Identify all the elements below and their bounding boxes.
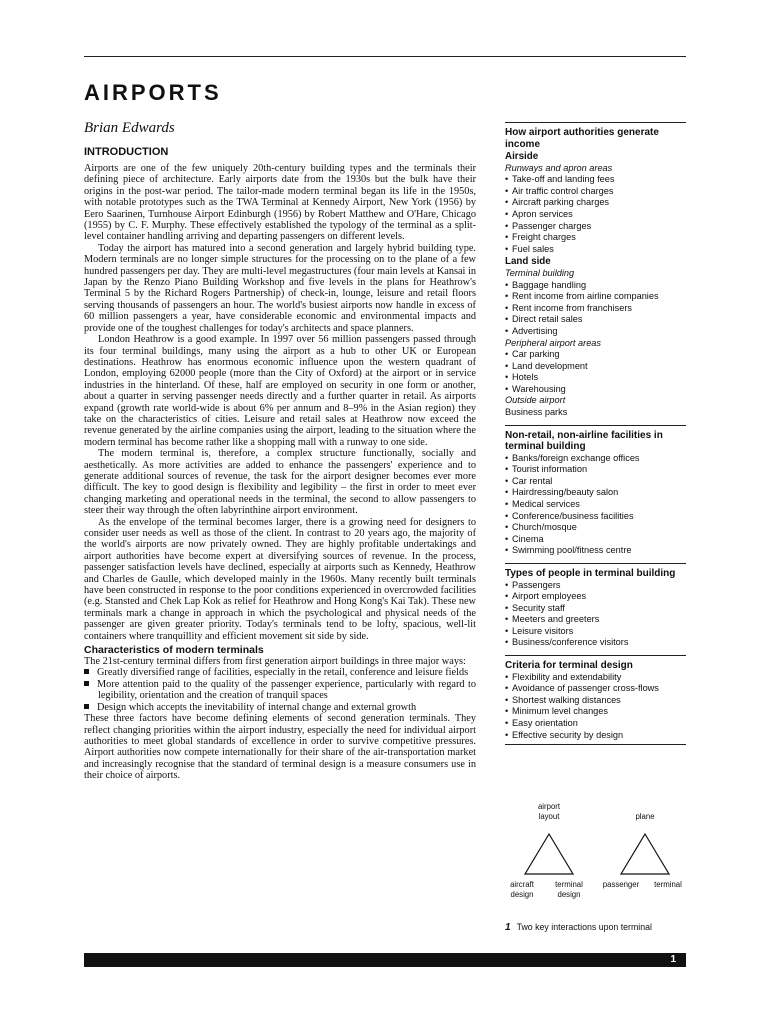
- list-item: • Take-off and landing fees: [505, 174, 686, 186]
- list-item: • Banks/foreign exchange offices: [505, 453, 686, 465]
- box-title: Non-retail, non-airline facilities in terminal building: [505, 429, 663, 453]
- list-item: • Airport employees: [505, 591, 686, 603]
- characteristics-intro: The 21st-century terminal differs from first generation airport buildings in three major ways:: [84, 656, 466, 668]
- diagram-label: plane: [635, 812, 655, 821]
- list-item: • Cinema: [505, 534, 686, 546]
- list-item: • Avoidance of passenger cross-flows: [505, 683, 686, 695]
- list-item: • Aircraft parking charges: [505, 197, 686, 209]
- list-item: • Leisure visitors: [505, 626, 686, 638]
- list-item: • Swimming pool/fitness centre: [505, 545, 686, 557]
- criteria-box: [505, 655, 686, 745]
- list-item: • Rent income from airline companies: [505, 291, 686, 303]
- page-title: AIRPORTS: [84, 80, 222, 105]
- list-item: • Hotels: [505, 372, 686, 384]
- right-triangle-icon: [621, 834, 669, 874]
- box-title: Types of people in terminal building: [505, 568, 676, 579]
- square-bullet-icon: [84, 704, 89, 709]
- top-rule: [84, 56, 686, 57]
- list-item: • Baggage handling: [505, 280, 686, 292]
- list-item: • Land development: [505, 361, 686, 373]
- box-title: Criteria for terminal design: [505, 660, 633, 672]
- list-item: • Shortest walking distances: [505, 695, 686, 707]
- subheading-italic: Terminal building: [505, 267, 575, 278]
- subheading-italic: Peripheral airport areas: [505, 337, 602, 348]
- paragraph: London Heathrow is a good example. In 1997 over 56 million passengers passed through its four terminal buildings, many using the airport as a hub to other UK or European destinations. Heathrow has enormous economic influence upon the western quadrant of London, employing 62000 people (more than the City of Oxford) at the airport or in service industries in the hinterland. Of these, half are employed on security in one form or another, about a quarter in serving passenger needs directly and a further quarter in retail. As airports expand (growth rate world-wide is about 6% per annum and 8–9% in the Asian region) they take on the characteristics of cities. Leisure and retail sales at Heathrow now exceed the revenue generated by the airline companies using the airport, leading to the situation where the modern terminal has become rather like a shopping mall with a runway to one side.: [84, 334, 476, 448]
- list: [505, 280, 686, 338]
- caption-number: 1: [505, 922, 511, 933]
- list-item: • Flexibility and extendability: [505, 672, 686, 684]
- paragraph: Airports are one of the few uniquely 20th-century building types and the terminals their defining piece of architecture. Early airports date from the 1930s but the bulk have their origins in the post-war period. The tailor-made modern terminal began its life in the 1950s, with notable prototypes such as the TWA Terminal at Kennedy Airport, New York (1956) by Eero Saarinen, Turnhouse Airport Edinburgh (1956) by Robert Matthew and O'Hare, Chicago (1955) by C. F. Murphy. These effectively established the typology of the terminal as a split-level container handling arriving and departing passengers on different levels.: [84, 163, 476, 243]
- plain-item: Business parks: [505, 407, 568, 418]
- list-item: • Passengers: [505, 580, 686, 592]
- list: [505, 349, 686, 395]
- list-item: • Fuel sales: [505, 244, 686, 256]
- subheading-italic: Outside airport: [505, 395, 566, 406]
- list-item: • Rent income from franchisers: [505, 303, 686, 315]
- list-item: • Passenger charges: [505, 221, 686, 233]
- list-item: • Security staff: [505, 603, 686, 615]
- characteristics-outro: These three factors have become defining elements of second generation terminals. They reflect changing priorities within the airport industry, especially the need for individual airport authorities to meet global standards of excellence in order to survive competitive pressures. Airport authorities now compete internationally for their share of the air-transportation market and increasingly recognise that the standard of terminal design is a measure consumers use in their choice of airports.: [84, 713, 476, 782]
- paragraph: Today the airport has matured into a second generation and largely hybrid building type. Modern terminals are no longer simple structures for the processing on to the plane of a few hundred passengers per day. They are multi-level megastructures (four main levels at Kansai in Japan by the Renzo Piano Building Workshop and five levels in the plans for Heathrow's Terminal 5 by the Richard Rogers Partnership) of check-in, lounge, leisure and retail floors serving thousands of passengers an hour. The world's busiest airports now handle in excess of 60 million passengers a year, have considerable economic and environmental impacts and provide one of the toughest challenges for today's architects and space planners.: [84, 242, 477, 334]
- list-item: • Freight charges: [505, 232, 686, 244]
- list-item: • Car parking: [505, 349, 686, 361]
- list-item: • Medical services: [505, 499, 686, 511]
- paragraph: The modern terminal is, therefore, a complex structure functionally, socially and aesthetically. As more activities are added to enhance the passengers' experience and to generate additional sources of revenue, the task for the airport designer becomes ever more difficult. The key to good design is flexibility and legibility – the first in order to meet ever changing marketing and operational needs in the terminal, the second to allow passengers to steer their way through the often labyrinthine airport environment.: [84, 448, 476, 517]
- subheading: Land side: [505, 256, 551, 268]
- page-number: 1: [670, 954, 676, 965]
- list-item: • Direct retail sales: [505, 314, 686, 326]
- square-bullet-icon: [84, 681, 89, 686]
- list-item: • Warehousing: [505, 384, 686, 396]
- list-item: • Conference/business facilities: [505, 511, 686, 523]
- characteristics-list: [84, 667, 476, 713]
- diagram-label: terminal: [654, 880, 682, 889]
- diagram-label: terminal design: [555, 880, 583, 899]
- list-item: • Business/conference visitors: [505, 637, 686, 649]
- list-item: • Air traffic control charges: [505, 186, 686, 198]
- characteristics-heading: Characteristics of modern terminals: [84, 644, 264, 657]
- footer-bar: [84, 953, 686, 967]
- list-item: Greatly diversified range of facilities, especially in the retail, conference and leisure fields: [84, 667, 476, 678]
- list-item: • Car rental: [505, 476, 686, 488]
- figure-caption: [505, 922, 695, 933]
- income-box: [505, 122, 686, 419]
- list: [505, 174, 686, 255]
- list-item: • Church/mosque: [505, 522, 686, 534]
- list: [505, 672, 686, 742]
- list-item: • Minimum level changes: [505, 706, 686, 718]
- interaction-diagram: [505, 800, 686, 908]
- intro-heading: INTRODUCTION: [84, 146, 169, 158]
- list-item: • Meeters and greeters: [505, 614, 686, 626]
- list-item: Design which accepts the inevitability of internal change and external growth: [84, 702, 476, 713]
- list-item: • Easy orientation: [505, 718, 686, 730]
- list-item: • Effective security by design: [505, 730, 686, 742]
- list-item: • Apron services: [505, 209, 686, 221]
- list-item: • Advertising: [505, 326, 686, 338]
- list-item: • Hairdressing/beauty salon: [505, 487, 686, 499]
- caption-text: Two key interactions upon terminal: [516, 922, 653, 932]
- list: [505, 580, 686, 650]
- subheading-italic: Runways and apron areas: [505, 162, 613, 173]
- nonretail-box: [505, 425, 686, 557]
- people-box: [505, 563, 686, 649]
- left-triangle-icon: [525, 834, 573, 874]
- diagram-label: aircraft design: [510, 880, 534, 899]
- subheading: Airside: [505, 151, 539, 162]
- paragraph: As the envelope of the terminal becomes larger, there is a growing need for designers to consider user needs as well as those of the client. In contrast to 20 years ago, the majority of the world's airports are now privately owned. They are highly profitable undertakings and airport authorities have become expert at diversifying sources of revenue. In the process, passenger satisfaction levels have declined, especially at airports such as Kennedy, Heathrow and Charles de Gaulle, which developed mainly in the 1960s. Many recently built terminals have been constructed in response to the poor conditions experienced in overcrowded facilities (e.g. Stansted and Chek Lap Kok as relief for Heathrow and Hong Kong's Kai Tak). These new terminals mark a change in approach in which the psychological and physical needs of the passenger are given greater priority. Today's terminals tend to be lofty, spacious, well-lit containers where tranquillity and efficient movement sit side by side.: [84, 516, 476, 642]
- sidebar: [505, 122, 686, 751]
- main-column: [84, 146, 476, 782]
- list-item: More attention paid to the quality of the passenger experience, particularly with regard to legibility, orientation and the creation of tranquil spaces: [84, 679, 476, 702]
- list-item: • Tourist information: [505, 464, 686, 476]
- diagram-label: airport layout: [537, 802, 561, 821]
- list: [505, 453, 686, 557]
- diagram-label: passenger: [602, 880, 640, 889]
- square-bullet-icon: [84, 669, 89, 674]
- box-title: How airport authorities generate income: [505, 127, 659, 150]
- author: Brian Edwards: [84, 120, 175, 136]
